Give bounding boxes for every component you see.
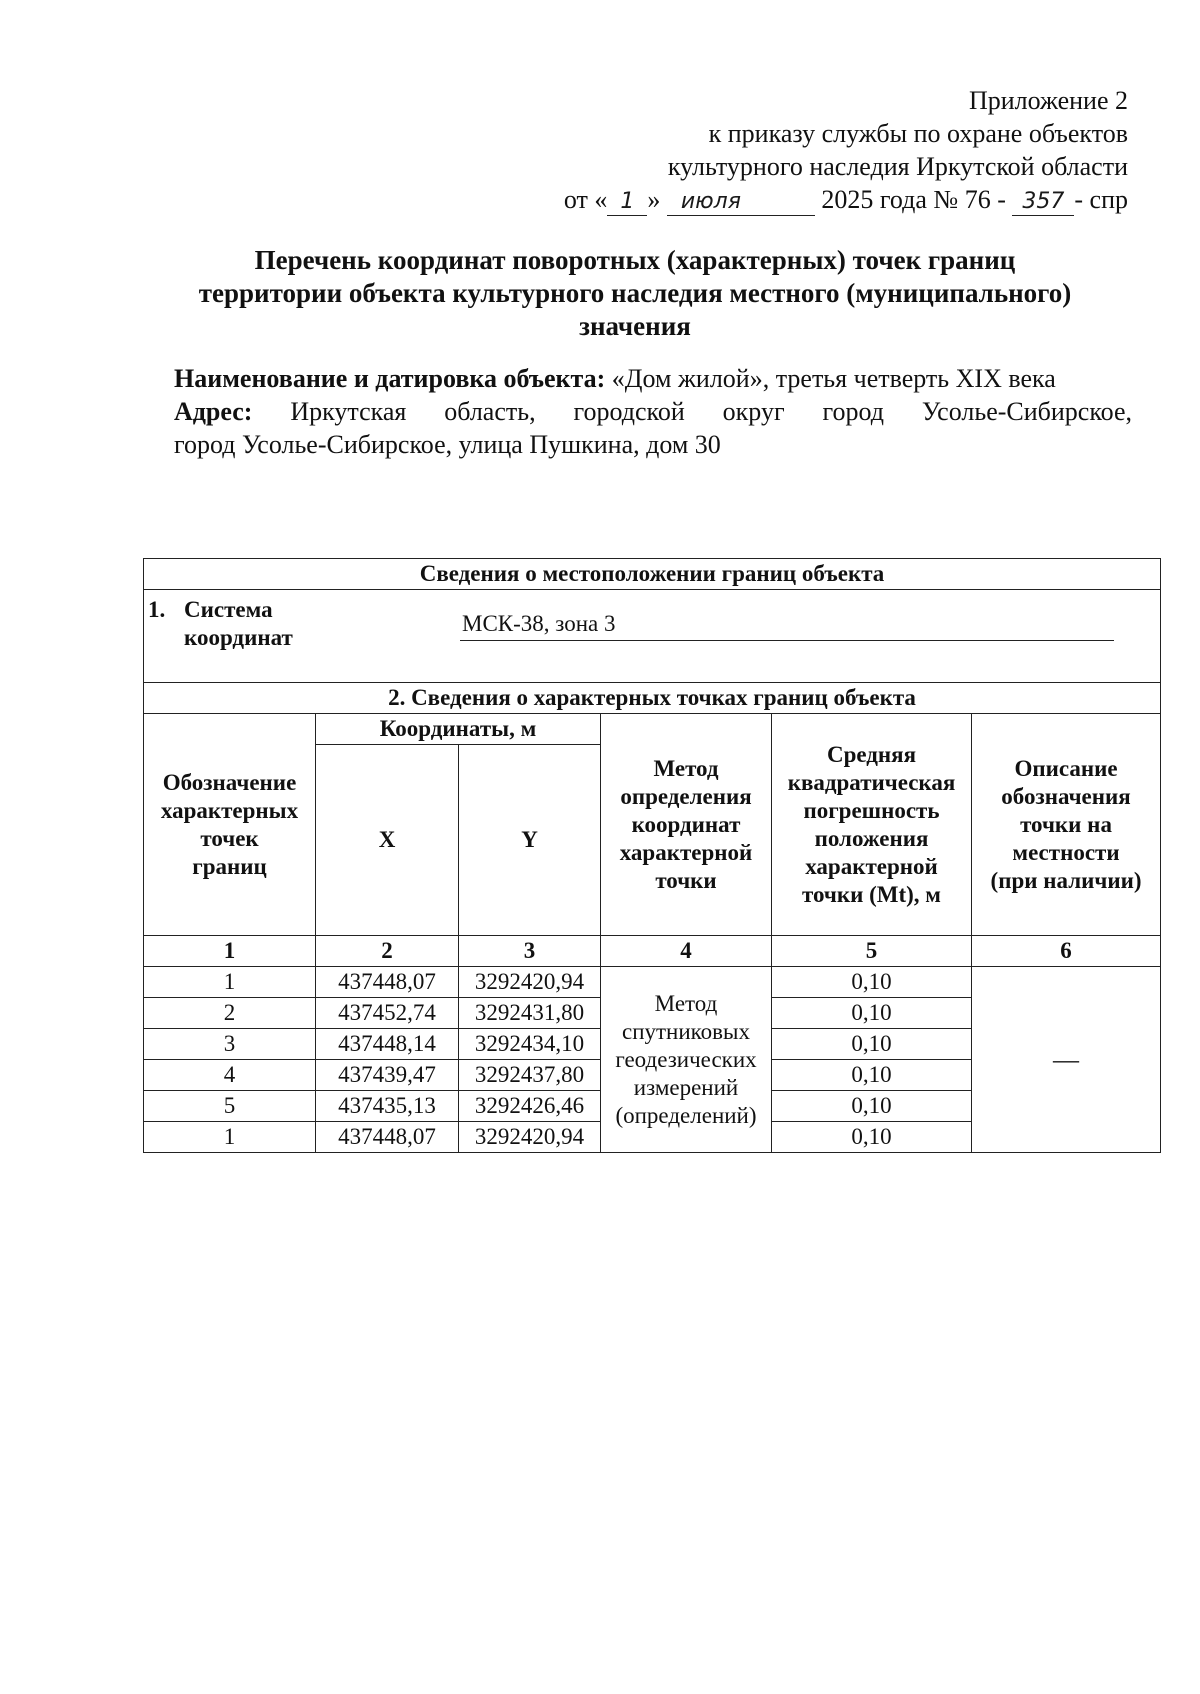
header-method xyxy=(601,714,772,936)
header-designation xyxy=(144,714,316,936)
coordinate-system-number: 1. xyxy=(148,597,166,622)
header-description-line: точки на xyxy=(1020,811,1112,837)
header-description-line: обозначения xyxy=(1001,783,1131,809)
coord-y: 3292420,94 xyxy=(459,1122,601,1153)
coordinate-system-label-line-2: координат xyxy=(184,625,293,650)
method-value-line: геодезических xyxy=(615,1046,757,1072)
coord-y: 3292426,46 xyxy=(459,1091,601,1122)
error-value: 0,10 xyxy=(772,1091,972,1122)
point-id: 2 xyxy=(144,998,316,1029)
header-designation-line: границ xyxy=(192,853,267,879)
coord-x: 437448,07 xyxy=(316,1122,459,1153)
header-error-line: характерной xyxy=(805,853,938,879)
appendix-authority-line: культурного наследия Иркутской области xyxy=(667,152,1128,181)
object-address-line-1: Иркутская область, городской округ город Усолье-Сибирское, xyxy=(290,397,1133,426)
header-designation-line: точек xyxy=(200,825,259,851)
handwritten-order-number: 357 xyxy=(1012,189,1074,216)
point-id: 1 xyxy=(144,967,316,998)
column-number: 3 xyxy=(459,936,601,967)
coord-y: 3292434,10 xyxy=(459,1029,601,1060)
appendix-title: Приложение 2 xyxy=(968,86,1128,115)
document-title xyxy=(140,244,1130,343)
method-value-line: спутниковых xyxy=(621,1018,750,1044)
object-name-value: «Дом жилой», третья четверть XIX века xyxy=(611,364,1056,393)
coordinate-system-label xyxy=(184,596,293,652)
header-description-line: местности xyxy=(1012,839,1120,865)
error-value: 0,10 xyxy=(772,998,972,1029)
appendix-date-line xyxy=(488,183,1128,216)
handwritten-month: июля xyxy=(667,189,815,216)
coord-y: 3292420,94 xyxy=(459,967,601,998)
method-value xyxy=(601,967,772,1153)
error-value: 0,10 xyxy=(772,967,972,998)
error-value: 0,10 xyxy=(772,1029,972,1060)
coord-x: 437448,14 xyxy=(316,1029,459,1060)
point-id: 3 xyxy=(144,1029,316,1060)
title-line-1: Перечень координат поворотных (характерных) точек границ xyxy=(254,245,1016,275)
header-error-line: точки (Mt), м xyxy=(802,881,941,907)
section2-title: 2. Сведения о характерных точках границ объекта xyxy=(144,683,1161,714)
header-error-line: квадратическая xyxy=(787,769,956,795)
object-address-line-2: город Усолье-Сибирское, улица Пушкина, дом 30 xyxy=(174,430,721,459)
method-value-line: Метод xyxy=(654,990,718,1016)
method-value-line: (определений) xyxy=(615,1102,757,1128)
header-error-line: положения xyxy=(814,825,929,851)
coordinate-system-cell xyxy=(144,590,1161,683)
error-value: 0,10 xyxy=(772,1060,972,1091)
coord-x: 437452,74 xyxy=(316,998,459,1029)
point-id: 4 xyxy=(144,1060,316,1091)
coordinate-system-label-line-1: Система xyxy=(184,597,273,622)
header-designation-line: Обозначение xyxy=(162,769,297,795)
coord-x: 437435,13 xyxy=(316,1091,459,1122)
header-y: Y xyxy=(459,745,601,936)
object-name-label: Наименование и датировка объекта: xyxy=(174,364,606,393)
header-method-line: координат xyxy=(631,811,741,837)
appendix-header xyxy=(488,84,1128,216)
table-row xyxy=(144,967,1161,998)
object-address-row xyxy=(174,395,1132,428)
header-x: X xyxy=(316,745,459,936)
column-number: 2 xyxy=(316,936,459,967)
header-description-line: (при наличии) xyxy=(990,867,1142,893)
description-value: — xyxy=(972,967,1161,1153)
coordinate-system-value: МСК-38, зона 3 xyxy=(462,611,616,636)
coord-y: 3292437,80 xyxy=(459,1060,601,1091)
header-method-line: характерной xyxy=(619,839,753,865)
header-error xyxy=(772,714,972,936)
order-suffix: - спр xyxy=(1074,185,1128,214)
coordinate-system-underline xyxy=(460,640,1114,641)
error-value: 0,10 xyxy=(772,1122,972,1153)
object-address-label: Адрес: xyxy=(174,397,253,426)
column-number: 6 xyxy=(972,936,1161,967)
header-method-line: определения xyxy=(620,783,752,809)
object-description xyxy=(174,362,1132,461)
column-number: 5 xyxy=(772,936,972,967)
header-description-line: Описание xyxy=(1014,755,1118,781)
header-designation-line: характерных xyxy=(160,797,299,823)
appendix-order-line: к приказу службы по охране объектов xyxy=(708,119,1128,148)
section1-title: Сведения о местоположении границ объекта xyxy=(144,559,1161,590)
coord-x: 437439,47 xyxy=(316,1060,459,1091)
header-description xyxy=(972,714,1161,936)
date-year-text: 2025 года № 76 - xyxy=(821,185,1006,214)
point-id: 5 xyxy=(144,1091,316,1122)
column-numbers-row xyxy=(144,936,1161,967)
header-error-line: погрешность xyxy=(803,797,940,823)
object-name-row xyxy=(174,362,1132,395)
coord-y: 3292431,80 xyxy=(459,998,601,1029)
column-number: 1 xyxy=(144,936,316,967)
date-prefix: от « xyxy=(563,185,608,214)
date-quote-close: » xyxy=(647,185,661,214)
header-method-line: точки xyxy=(655,867,717,893)
coordinates-table xyxy=(143,558,1161,1153)
title-line-3: значения xyxy=(579,311,691,341)
coord-x: 437448,07 xyxy=(316,967,459,998)
header-method-line: Метод xyxy=(653,755,719,781)
title-line-2: территории объекта культурного наследия местного (муниципального) xyxy=(198,278,1072,308)
header-error-line: Средняя xyxy=(826,741,917,767)
column-number: 4 xyxy=(601,936,772,967)
handwritten-day: 1 xyxy=(607,189,647,216)
header-coordinates: Координаты, м xyxy=(316,714,601,745)
method-value-line: измерений xyxy=(633,1074,739,1100)
point-id: 1 xyxy=(144,1122,316,1153)
